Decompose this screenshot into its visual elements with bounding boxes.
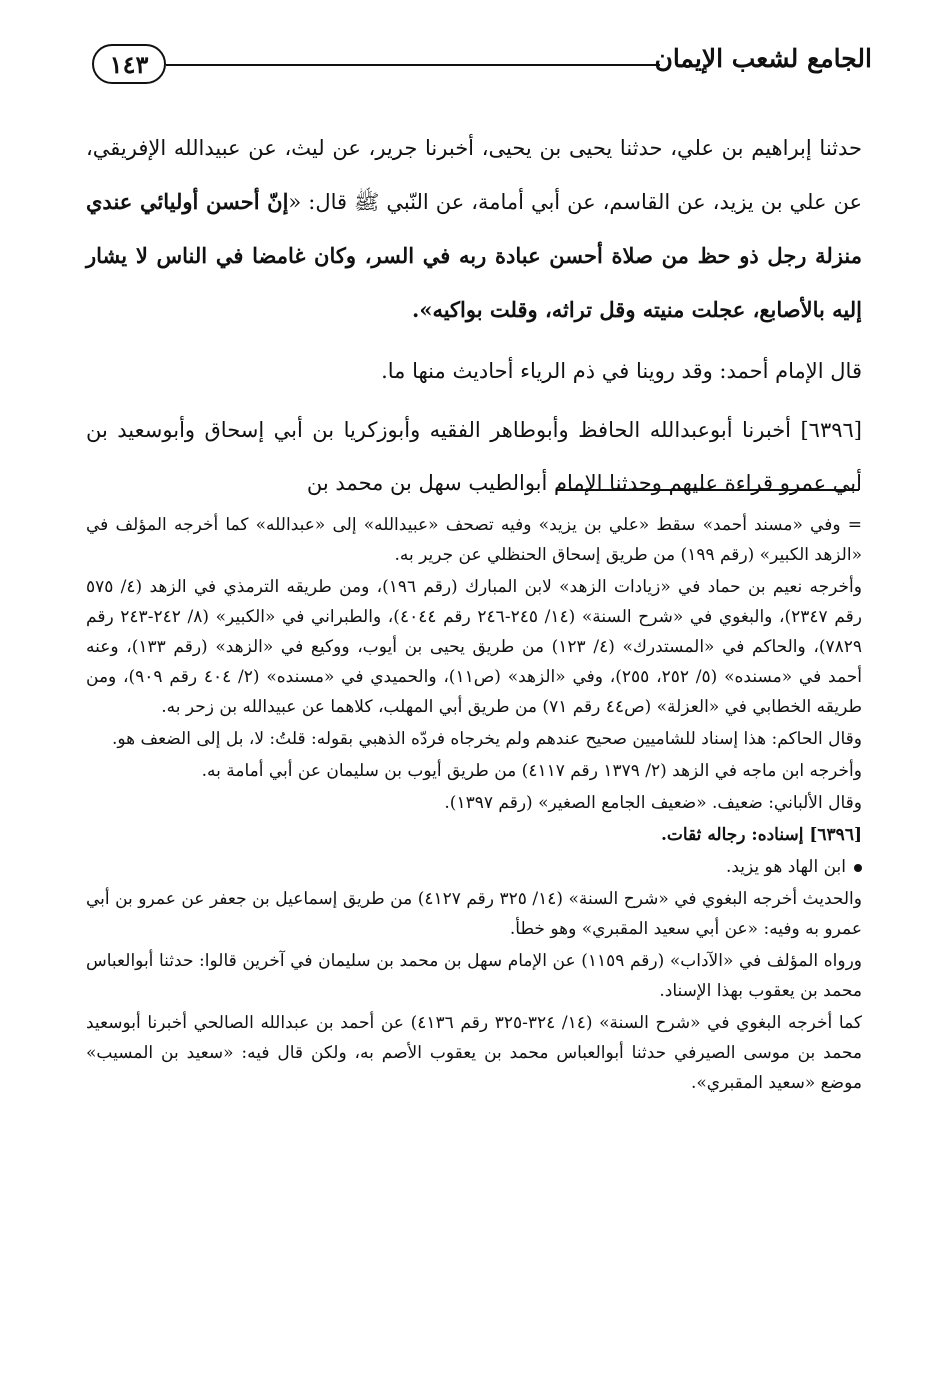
footnote-line: ورواه المؤلف في «الآداب» (رقم ١١٥٩) عن الإمام سهل بن محمد بن سليمان في آخرين قالوا: حدثنا أبوالعباس محمد بن يعقوب بهذا الإسناد. (86, 951, 862, 1001)
footnote-line: وأخرجه نعيم بن حماد في «زيادات الزهد» لابن المبارك (رقم ١٩٦)، ومن طريقه الترمذي في الزهد (٤/ ٥٧٥ رقم ٢٣٤٧)، والبغوي في «شرح السنة» (١٤/ ٢٤٥-٢٤٦ رقم ٤٠٤٤)، والطبراني في «الكبير» (٨/ ٢٤٢-٢٤٣ رقم ٧٨٢٩)، والحاكم في «المستدرك» (٤/ ١٢٣) من طريق يحيى بن أيوب، ووكيع في «الزهد» (رقم ١٣٣)، وعنه أحمد في «مسنده» (٥/ ٢٥٢، ٢٥٥)، وفي «الزهد» (ص١١)، والحميدي في «مسنده» (٢/ ٤٠٤ رقم ٩٠٩)، ومن طريقه الخطابي في «العزلة» (ص٤٤ رقم ٧١) من طريق أبي المهلب، كلاهما عن عبيدالله بن زحر به. (86, 577, 863, 717)
footnote-6396-heading: [٦٣٩٦] إسناده: رجاله ثقات. (660, 825, 862, 845)
footnote-line: كما أخرجه البغوي في «شرح السنة» (١٤/ ٣٢٤-٣٢٥ رقم ٤١٣٦) عن أحمد بن عبدالله الصالحي أخبرنا أبوسعيد محمد بن موسى الصيرفي حدثنا أبوالعباس محمد بن يعقوب الأصم به، ولكن قال فيه: «سعيد بن المسيب» موضع «سعيد المقبري». (86, 1013, 863, 1093)
footnote-bullet-text: ابن الهاد هو يزيد. (725, 857, 846, 877)
hadith-6396-paragraph: [٦٣٩٦] أخبرنا أبوعبدالله الحافظ وأبوطاهر الفقيه وأبوزكريا بن أبي إسحاق وأبوسعيد بن أبي عمرو قراءة عليهم وحدثنا الإمام أبوالطيب سهل بن محمد بن (86, 418, 862, 495)
main-text (86, 122, 862, 510)
matn-text: إنّ أحسن أوليائي عندي منزلة رجل ذو حظ من صلاة أحسن عبادة ربه في السر، وكان غامضا في الناس لا يشار إليه بالأصابع، عجلت منيته وقل تراثه، وقلت بواكيه (86, 189, 862, 322)
matn-close: ». (412, 297, 433, 322)
page-header (92, 40, 872, 90)
footnote-line: وقال الألباني: ضعيف. «ضعيف الجامع الصغير» (رقم ١٣٩٧). (444, 793, 862, 813)
footnote-bullet-line (86, 852, 862, 882)
footnote-line: والحديث أخرجه البغوي في «شرح السنة» (١٤/ ٣٢٥ رقم ٤١٢٧) من طريق إسماعيل بن جعفر عن عمرو بن أبي عمرو به وفيه: «عن أبي سعيد المقبري» وهو خطأ. (86, 889, 862, 939)
footnote-line: وقال الحاكم: هذا إسناد للشاميين صحيح عندهم ولم يخرجاه فردّه الذهبي بقوله: قلتُ: لا، بل إلى الضعف هو. (111, 729, 862, 749)
footnote-line: = وفي «مسند أحمد» سقط «علي بن يزيد» وفيه تصحف «عبيدالله» إلى «عبدالله» كما أخرجه المؤلف في «الزهد الكبير» (رقم ١٩٩) من طريق إسحاق الحنظلي عن جرير به. (86, 515, 862, 565)
page-number: ١٤٣ (92, 44, 166, 84)
imam-ahmad-paragraph: قال الإمام أحمد: وقد روينا في ذم الرياء أحاديث منها ما. (381, 359, 862, 383)
isnad-text: حدثنا إبراهيم بن علي، حدثنا يحيى بن يحيى، أخبرنا جرير، عن ليث، عن عبيدالله الإفريقي، عن علي بن يزيد، عن القاسم، عن أبي أمامة، عن النّبي ﷺ قال: « (86, 136, 863, 214)
hadith-paragraph (86, 122, 862, 337)
footnotes (86, 510, 862, 1100)
running-title: الجامع لشعب الإيمان (654, 44, 872, 73)
header-rule (166, 64, 660, 66)
bullet-icon (854, 864, 862, 872)
footnote-line: وأخرجه ابن ماجه في الزهد (٢/ ١٣٧٩ رقم ٤١١٧) من طريق أيوب بن سليمان عن أبي أمامة به. (201, 761, 862, 781)
footnote-separator (557, 489, 859, 491)
